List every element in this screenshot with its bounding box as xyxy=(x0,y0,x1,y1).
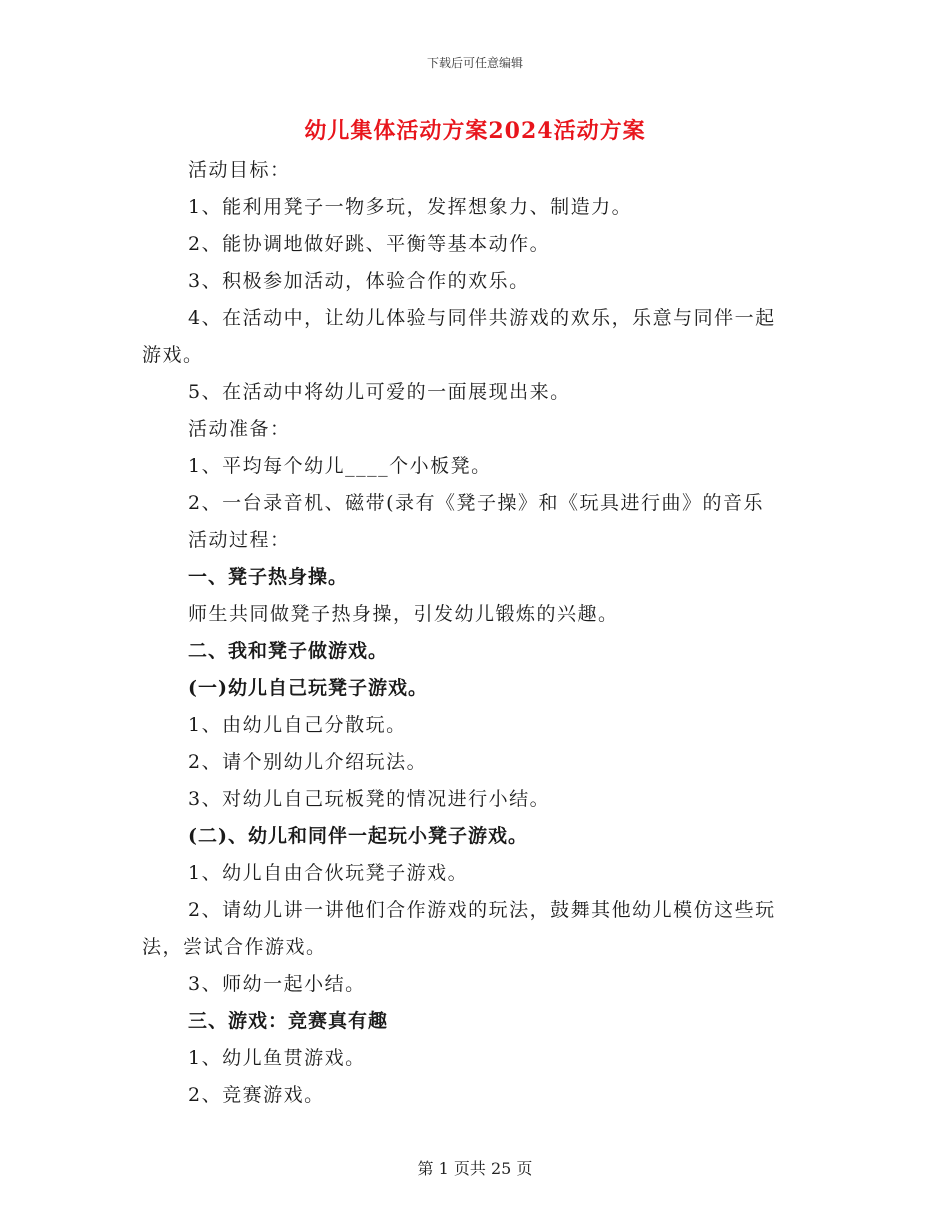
section-heading: 一、凳子热身操。 xyxy=(188,566,349,588)
section-heading: 二、我和凳子做游戏。 xyxy=(188,640,389,662)
page-header: 下载后可任意编辑 xyxy=(426,56,523,70)
body-line: 3、师幼一起小结。 xyxy=(188,973,366,995)
body-line: 法，尝试合作游戏。 xyxy=(142,936,327,958)
body-line: 3、积极参加活动，体验合作的欢乐。 xyxy=(188,270,530,292)
subsection-heading: (二)、幼儿和同伴一起玩小凳子游戏。 xyxy=(188,825,528,847)
body-line: 2、能协调地做好跳、平衡等基本动作。 xyxy=(188,233,551,255)
document-body xyxy=(142,152,810,1114)
body-line: 1、能利用凳子一物多玩，发挥想象力、制造力。 xyxy=(188,196,633,218)
section-heading: 三、游戏：竞赛真有趣 xyxy=(188,1010,389,1032)
body-line: 活动过程： xyxy=(188,529,291,551)
body-line: 2、请幼儿讲一讲他们合作游戏的玩法，鼓舞其他幼儿模仿这些玩 xyxy=(188,899,776,921)
body-line: 活动准备： xyxy=(188,418,291,440)
subsection-heading: (一)幼儿自己玩凳子游戏。 xyxy=(188,677,428,699)
document-title: 幼儿集体活动方案2024活动方案 xyxy=(304,118,646,144)
body-line: 1、幼儿鱼贯游戏。 xyxy=(188,1047,366,1069)
page-footer: 第 1 页共 25 页 xyxy=(417,1159,533,1178)
body-line: 活动目标： xyxy=(188,159,291,181)
body-line: 4、在活动中，让幼儿体验与同伴共游戏的欢乐，乐意与同伴一起 xyxy=(188,307,776,329)
body-line: 2、一台录音机、磁带(录有《凳子操》和《玩具进行曲》的音乐 xyxy=(188,492,765,514)
body-line: 5、在活动中将幼儿可爱的一面展现出来。 xyxy=(188,381,571,403)
body-line: 2、请个别幼儿介绍玩法。 xyxy=(188,751,428,773)
body-line: 1、由幼儿自己分散玩。 xyxy=(188,714,407,736)
body-line: 师生共同做凳子热身操，引发幼儿锻炼的兴趣。 xyxy=(188,603,619,625)
body-line: 2、竞赛游戏。 xyxy=(188,1084,325,1106)
body-line: 1、幼儿自由合伙玩凳子游戏。 xyxy=(188,862,469,884)
body-line: 游戏。 xyxy=(142,344,204,366)
body-line: 1、平均每个幼儿____个小板凳。 xyxy=(188,455,492,477)
body-line: 3、对幼儿自己玩板凳的情况进行小结。 xyxy=(188,788,551,810)
